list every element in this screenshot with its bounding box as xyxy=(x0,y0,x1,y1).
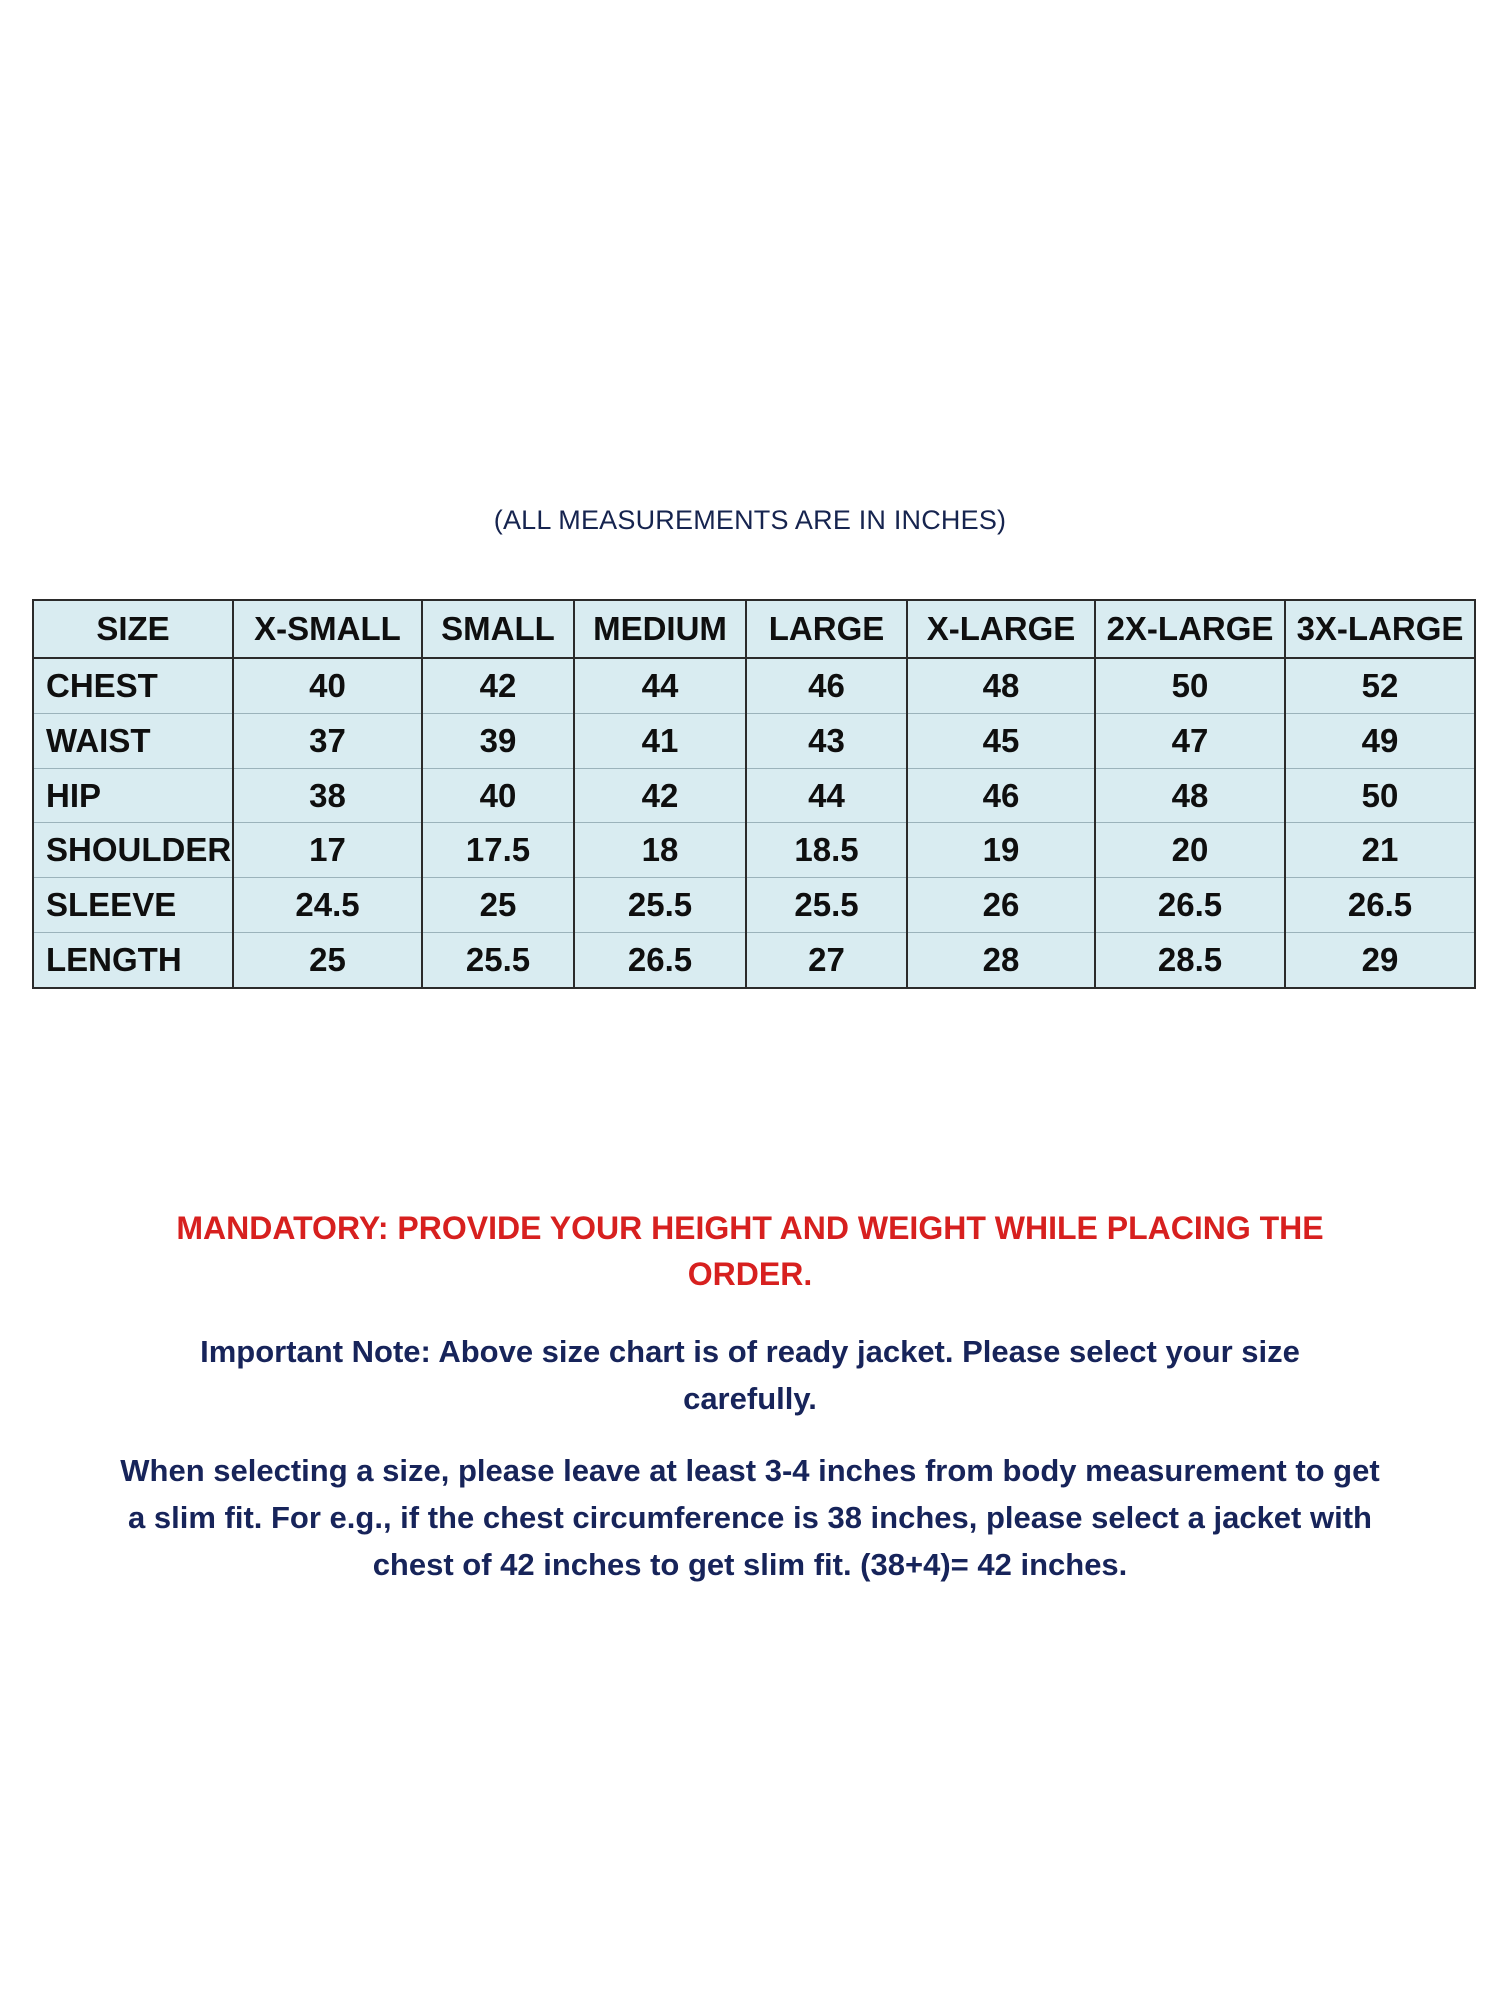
header-cell-x-small: X-SMALL xyxy=(233,600,422,658)
table-cell: 41 xyxy=(574,713,746,768)
row-label: HIP xyxy=(33,768,233,823)
header-row xyxy=(33,600,1475,658)
table-cell: 17 xyxy=(233,823,422,878)
table-cell: 18.5 xyxy=(746,823,907,878)
table-cell: 49 xyxy=(1285,713,1475,768)
table-row-sleeve xyxy=(33,878,1475,933)
table-cell: 20 xyxy=(1095,823,1285,878)
table-cell: 39 xyxy=(422,713,574,768)
row-label: CHEST xyxy=(33,658,233,713)
table-cell: 50 xyxy=(1095,658,1285,713)
table-cell: 37 xyxy=(233,713,422,768)
table-row-chest xyxy=(33,658,1475,713)
header-cell-size: SIZE xyxy=(33,600,233,658)
table-cell: 28 xyxy=(907,933,1095,988)
table-cell: 43 xyxy=(746,713,907,768)
units-note: (ALL MEASUREMENTS ARE IN INCHES) xyxy=(493,505,1007,535)
table-cell: 25 xyxy=(233,933,422,988)
table-cell: 46 xyxy=(907,768,1095,823)
table-cell: 25 xyxy=(422,878,574,933)
row-label: WAIST xyxy=(33,713,233,768)
header-cell-2x-large: 2X-LARGE xyxy=(1095,600,1285,658)
table-cell: 40 xyxy=(422,768,574,823)
table-cell: 25.5 xyxy=(574,878,746,933)
table-cell: 26.5 xyxy=(1095,878,1285,933)
table-cell: 38 xyxy=(233,768,422,823)
table-cell: 50 xyxy=(1285,768,1475,823)
header-cell-medium: MEDIUM xyxy=(574,600,746,658)
table-cell: 26.5 xyxy=(1285,878,1475,933)
header-cell-x-large: X-LARGE xyxy=(907,600,1095,658)
table-cell: 26 xyxy=(907,878,1095,933)
table-cell: 24.5 xyxy=(233,878,422,933)
table-cell: 42 xyxy=(422,658,574,713)
important-note: Important Note: Above size chart is of ready jacket. Please select your size carefully. xyxy=(200,1334,1300,1416)
table-cell: 17.5 xyxy=(422,823,574,878)
table-cell: 18 xyxy=(574,823,746,878)
row-label: SHOULDER xyxy=(33,823,233,878)
table-cell: 52 xyxy=(1285,658,1475,713)
table-row-shoulder xyxy=(33,823,1475,878)
table-cell: 19 xyxy=(907,823,1095,878)
table-cell: 40 xyxy=(233,658,422,713)
table-row-length xyxy=(33,933,1475,988)
table-cell: 26.5 xyxy=(574,933,746,988)
table-cell: 45 xyxy=(907,713,1095,768)
table-cell: 21 xyxy=(1285,823,1475,878)
table-cell: 48 xyxy=(907,658,1095,713)
table-cell: 29 xyxy=(1285,933,1475,988)
table-cell: 47 xyxy=(1095,713,1285,768)
header-cell-large: LARGE xyxy=(746,600,907,658)
table-cell: 25.5 xyxy=(422,933,574,988)
header-cell-small: SMALL xyxy=(422,600,574,658)
table-cell: 46 xyxy=(746,658,907,713)
table-cell: 25.5 xyxy=(746,878,907,933)
table-row-waist xyxy=(33,713,1475,768)
header-cell-3x-large: 3X-LARGE xyxy=(1285,600,1475,658)
table-cell: 44 xyxy=(746,768,907,823)
table-cell: 48 xyxy=(1095,768,1285,823)
table-cell: 44 xyxy=(574,658,746,713)
size-chart-table xyxy=(32,599,1476,989)
row-label: SLEEVE xyxy=(33,878,233,933)
table-cell: 42 xyxy=(574,768,746,823)
fit-note: When selecting a size, please leave at least 3-4 inches from body measurement to get a slim fit. For e.g., if the chest circumference is 38 inches, please select a jacket with chest of 42 inches to get slim fit. (38+4)= 42 inches. xyxy=(120,1453,1380,1582)
table-row-hip xyxy=(33,768,1475,823)
mandatory-notice: MANDATORY: PROVIDE YOUR HEIGHT AND WEIGHT WHILE PLACING THE ORDER. xyxy=(176,1210,1324,1292)
table-cell: 27 xyxy=(746,933,907,988)
row-label: LENGTH xyxy=(33,933,233,988)
table-cell: 28.5 xyxy=(1095,933,1285,988)
